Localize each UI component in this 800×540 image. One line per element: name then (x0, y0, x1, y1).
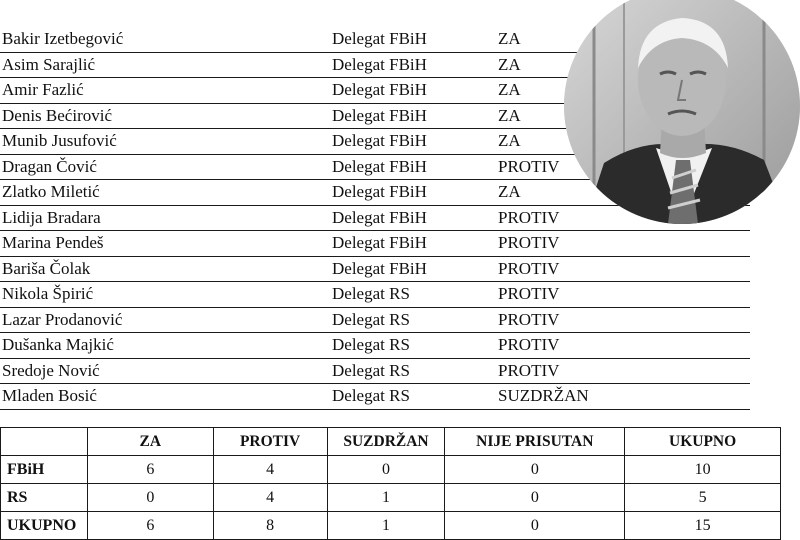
delegate-role: Delegat FBiH (332, 182, 427, 201)
summary-cell: 4 (213, 484, 327, 512)
delegate-vote: ZA (498, 131, 521, 150)
delegate-vote: PROTIV (498, 335, 560, 354)
header-za: ZA (87, 428, 213, 456)
delegate-name: Bakir Izetbegović (2, 29, 124, 48)
header-suzdrzan: SUZDRŽAN (327, 428, 445, 456)
delegate-vote: ZA (498, 105, 521, 125)
delegate-vote: PROTIV (498, 207, 560, 227)
vote-row (0, 282, 750, 308)
delegate-vote: PROTIV (498, 233, 560, 252)
summary-cell: 10 (625, 456, 781, 484)
delegate-role: Delegat RS (332, 360, 410, 380)
summary-cell: 15 (625, 512, 781, 540)
delegate-role: Delegat FBiH (332, 258, 427, 278)
delegate-vote: ZA (498, 54, 521, 74)
delegate-name: Nikola Špirić (2, 284, 94, 303)
summary-cell: 0 (87, 484, 213, 512)
delegate-name: Denis Bećirović (2, 105, 112, 125)
header-nije-prisutan: NIJE PRISUTAN (445, 428, 625, 456)
header-cell-empty (1, 428, 88, 456)
vote-row (0, 257, 750, 283)
delegate-vote: PROTIV (498, 156, 560, 176)
summary-cell: 0 (445, 456, 625, 484)
summary-row-ukupno (1, 512, 781, 540)
delegate-vote: PROTIV (498, 258, 560, 278)
delegate-name: Dušanka Majkić (2, 335, 114, 354)
delegate-role: Delegat FBiH (332, 54, 427, 74)
summary-row-label: UKUPNO (1, 512, 88, 540)
portrait-photo (564, 0, 800, 224)
portrait-image (564, 0, 800, 224)
summary-row-fbih (1, 456, 781, 484)
delegate-name: Munib Jusufović (2, 131, 117, 150)
delegate-name: Lazar Prodanović (2, 309, 123, 329)
delegate-name: Mladen Bosić (2, 386, 97, 405)
delegate-name: Lidija Bradara (2, 207, 101, 227)
delegate-name: Asim Sarajlić (2, 54, 96, 74)
summary-cell: 6 (87, 456, 213, 484)
delegate-name: Sredoje Nović (2, 360, 100, 380)
delegate-name: Zlatko Miletić (2, 182, 100, 201)
summary-cell: 0 (445, 512, 625, 540)
header-ukupno: UKUPNO (625, 428, 781, 456)
delegate-vote: PROTIV (498, 360, 560, 380)
delegate-name: Dragan Čović (2, 156, 97, 176)
delegate-role: Delegat RS (332, 335, 410, 354)
summary-row-rs (1, 484, 781, 512)
delegate-vote: ZA (498, 182, 521, 201)
delegate-role: Delegat FBiH (332, 156, 427, 176)
vote-row (0, 333, 750, 359)
vote-row (0, 308, 750, 334)
delegate-vote: SUZDRŽAN (498, 386, 589, 405)
summary-cell: 8 (213, 512, 327, 540)
delegate-vote: PROTIV (498, 284, 560, 303)
summary-cell: 0 (327, 456, 445, 484)
vote-row (0, 384, 750, 410)
delegate-role: Delegat FBiH (332, 207, 427, 227)
summary-table (0, 427, 781, 540)
vote-row (0, 231, 750, 257)
summary-cell: 1 (327, 512, 445, 540)
delegate-name: Marina Pendeš (2, 233, 104, 252)
delegate-vote: PROTIV (498, 309, 560, 329)
delegate-vote: ZA (498, 80, 521, 99)
delegate-name: Bariša Čolak (2, 258, 91, 278)
summary-header-row (1, 428, 781, 456)
summary-cell: 1 (327, 484, 445, 512)
delegate-role: Delegat FBiH (332, 233, 427, 252)
summary-cell: 5 (625, 484, 781, 512)
delegate-vote: ZA (498, 29, 521, 48)
delegate-role: Delegat FBiH (332, 131, 427, 150)
delegate-role: Delegat RS (332, 284, 410, 303)
delegate-name: Amir Fazlić (2, 80, 84, 99)
header-protiv: PROTIV (213, 428, 327, 456)
summary-cell: 4 (213, 456, 327, 484)
summary-row-label: FBiH (1, 456, 88, 484)
delegate-role: Delegat RS (332, 386, 410, 405)
delegate-role: Delegat FBiH (332, 105, 427, 125)
summary-row-label: RS (1, 484, 88, 512)
vote-row (0, 359, 750, 385)
delegate-role: Delegat FBiH (332, 80, 427, 99)
delegate-role: Delegat RS (332, 309, 410, 329)
delegate-role: Delegat FBiH (332, 29, 427, 48)
summary-cell: 0 (445, 484, 625, 512)
summary-cell: 6 (87, 512, 213, 540)
